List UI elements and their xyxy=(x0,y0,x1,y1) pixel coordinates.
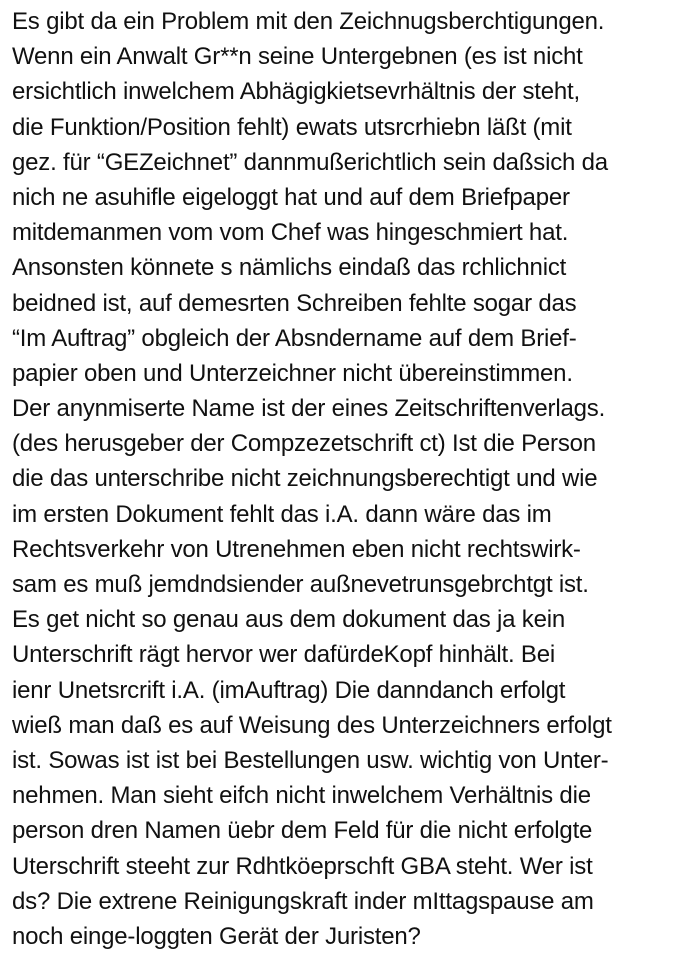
text-line: wieß man daß es auf Weisung des Unterzeichners erfolgt xyxy=(12,711,612,739)
text-line: papier oben und Unterzeichner nicht übereinstimmen. xyxy=(12,359,573,387)
text-line: gez. für “GEZeichnet” dannmußerichtlich sein daßsich da xyxy=(12,148,608,176)
text-line: Unterschrift rägt hervor wer dafürdeKopf hinhält. Bei xyxy=(12,641,556,669)
text-line: Es gibt da ein Problem mit den Zeichnugsberchtigungen. xyxy=(12,8,605,35)
text-line: person dren Namen üebr dem Feld für die nicht erfolgte xyxy=(12,817,593,845)
text-line: (des herusgeber der Compzezetschrift ct) Ist die Person xyxy=(12,430,596,458)
text-line: “Im Auftrag” obgleich der Absndername auf dem Brief- xyxy=(12,324,577,352)
text-line: Ansonsten könnete s nämlichs eindaß das rchlichnict xyxy=(12,254,567,282)
text-line: Uterschrift steeht zur Rdhtköeprschft GBA steht. Wer ist xyxy=(12,852,593,880)
text-line: ersichtlich inwelchem Abhägigkietsevrhältnis der steht, xyxy=(12,78,580,106)
text-line: beidned ist, auf demesrten Schreiben fehlte sogar das xyxy=(12,289,577,317)
text-line: die Funktion/Position fehlt) ewats utsrcrhiebn läßt (mit xyxy=(12,113,572,141)
text-line: ienr Unetsrcrift i.A. (imAuftrag) Die danndanch erfolgt xyxy=(12,676,566,704)
text-line: die das unterschribe nicht zeichnungsberechtigt und wie xyxy=(12,465,598,493)
text-line: Wenn ein Anwalt Gr**n seine Untergebnen (es ist nicht xyxy=(12,43,583,71)
document-text xyxy=(12,4,680,954)
text-line: sam es muß jemdndsiender außnevetrunsgebrchtgt ist. xyxy=(12,571,589,598)
text-line: noch einge-loggten Gerät der Juristen? xyxy=(12,922,421,950)
text-line: Der anynmiserte Name ist der eines Zeitschriftenverlags. xyxy=(12,395,606,423)
text-line: mitdemanmen vom vom Chef was hingeschmiert hat. xyxy=(12,219,569,247)
text-line: nich ne asuhifle eigeloggt hat und auf dem Briefpaper xyxy=(12,183,570,211)
text-line: im ersten Dokument fehlt das i.A. dann wäre das im xyxy=(12,500,552,528)
text-line: Es get nicht so genau aus dem dokument das ja kein xyxy=(12,606,566,634)
text-line: ist. Sowas ist ist bei Bestellungen usw. wichtig von Unter- xyxy=(12,746,609,774)
text-line: nehmen. Man sieht eifch nicht inwelchem Verhältnis die xyxy=(12,782,591,810)
text-line: Rechtsverkehr von Utrenehmen eben nicht rechtswirk- xyxy=(12,535,581,563)
text-line: ds? Die extrene Reinigungskraft inder mIttagspause am xyxy=(12,887,594,915)
